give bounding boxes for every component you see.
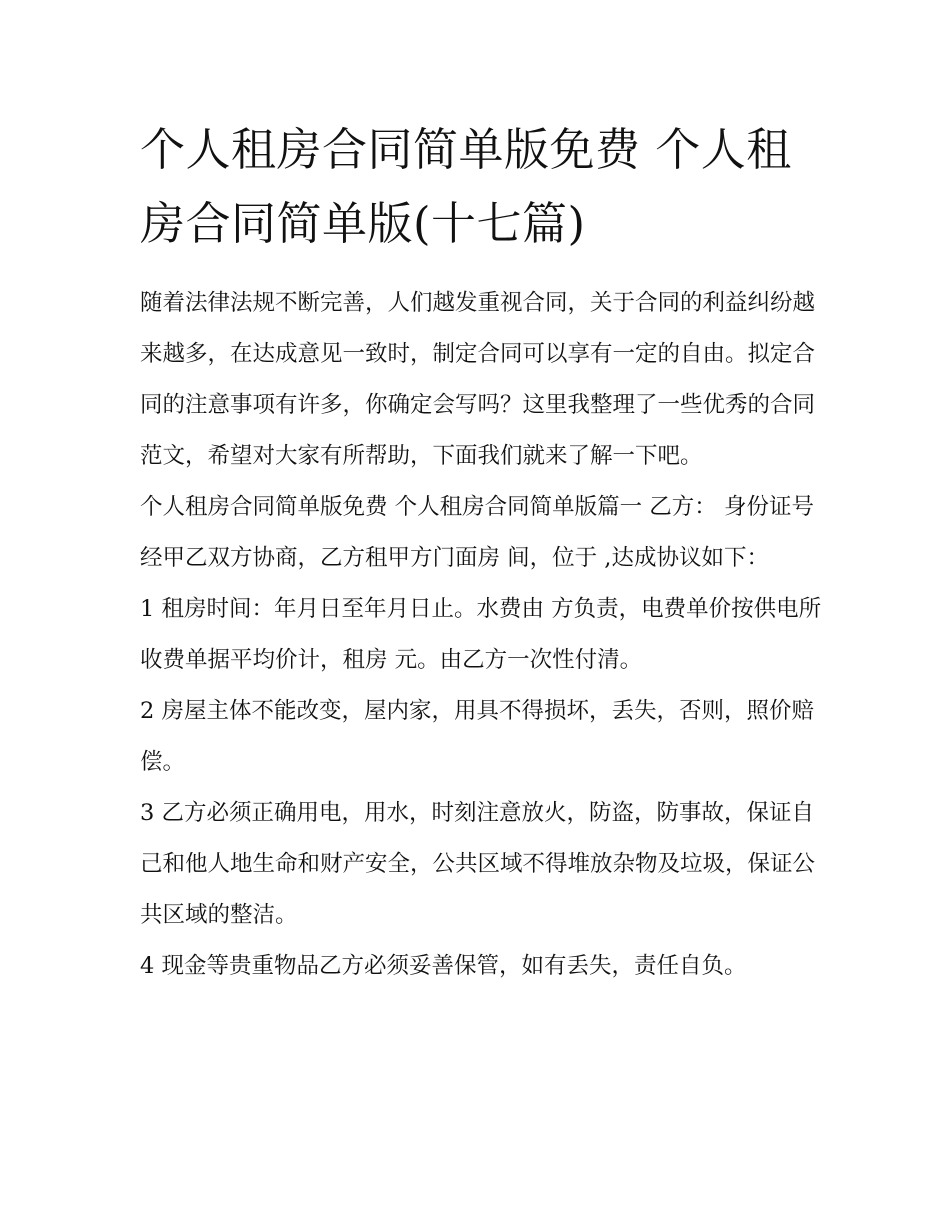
clause-2-house-structure: 2 房屋主体不能改变，屋内家，用具不得损坏，丢失，否则，照价赔偿。: [140, 698, 814, 775]
clause-4-valuables: 4 现金等贵重物品乙方必须妥善保管，如有丢失，责任自负。: [140, 953, 747, 979]
paragraph-intro: 随着法律法规不断完善，人们越发重视合同，关于合同的利益纠纷越来越多，在达成意见一致时，制定合同可以享有一定的自由。拟定合同的注意事项有许多，你确定会写吗？这里我整理了一些优秀的合同范文，希望对大家有所帮助，下面我们就来了解一下吧。: [140, 290, 816, 469]
document-body: [140, 278, 830, 992]
clause-1-rental-period: 1 租房时间：年月日至年月日止。水费由 方负责，电费单价按供电所收费单据平均价计，租房 元。由乙方一次性付清。: [140, 596, 822, 673]
clause-3-safety: 3 乙方必须正确用电，用水，时刻注意放火，防盗，防事故，保证自己和他人地生命和财产安全，公共区域不得堆放杂物及垃圾，保证公共区域的整洁。: [140, 800, 816, 928]
document-title: 个人租房合同简单版免费 个人租房合同简单版(十七篇): [140, 123, 792, 250]
paragraph-parties: 个人租房合同简单版免费 个人租房合同简单版篇一 乙方： 身份证号 经甲乙双方协商，乙方租甲方门面房 间，位于 ,达成协议如下：: [140, 494, 814, 571]
